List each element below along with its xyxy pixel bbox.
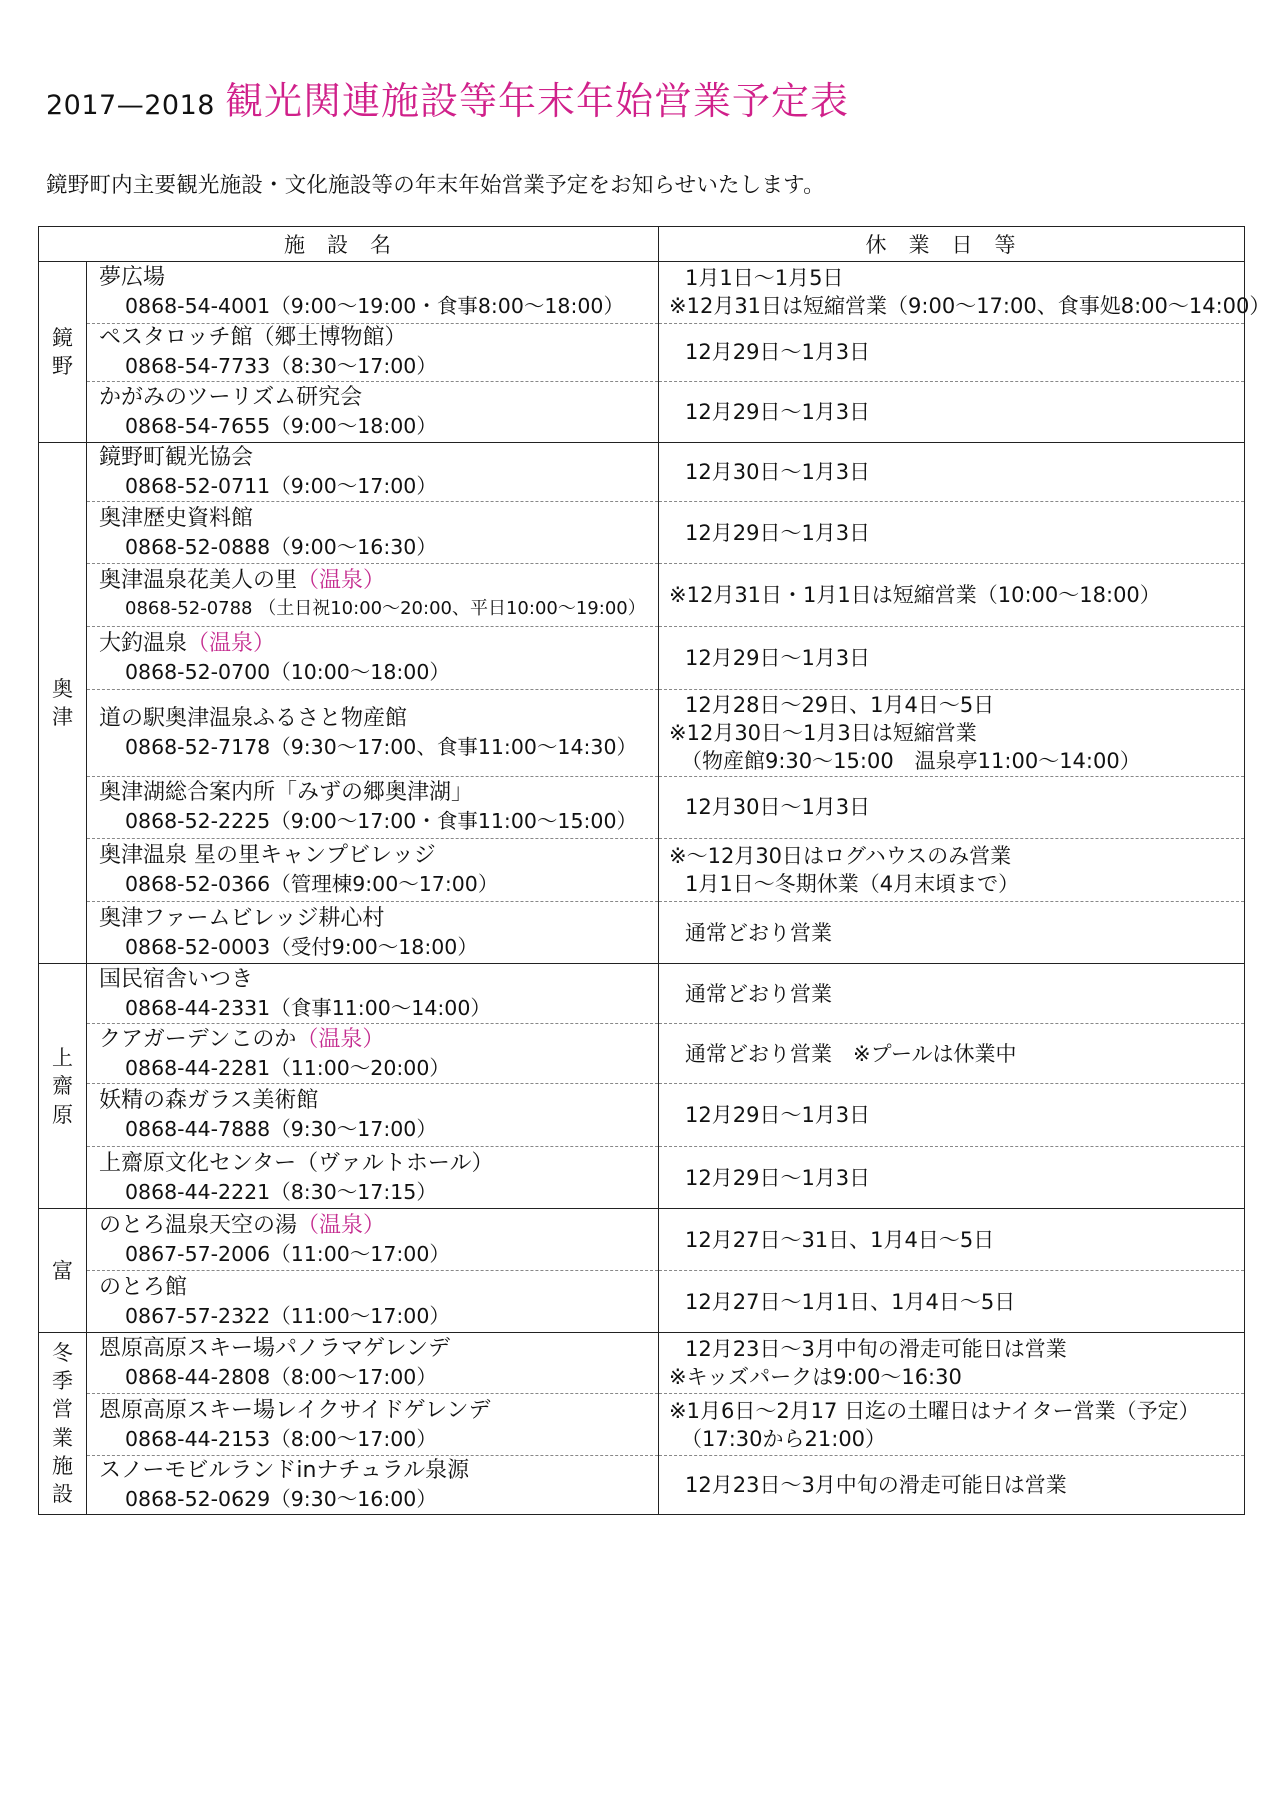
facility-cell [87,627,659,690]
facility-cell [87,1209,659,1271]
closed-cell [659,839,1245,902]
facility-cell [87,1393,659,1456]
facility-phone-hours: 0868-52-0788 （土日祝10:00～20:00、平日10:00～19:00） [125,598,646,620]
title-text: 観光関連施設等年末年始営業予定表 [224,79,849,123]
facility-cell [87,443,659,501]
closed-line: 1月1日～冬期休業（4月末頃まで） [685,872,1020,897]
facility-name-text: クアガーデンこのか [99,1026,297,1052]
schedule-body [39,262,1271,1515]
onsen-tag: （温泉） [297,568,386,594]
facility-name-text: 妖精の森ガラス美術館 [99,1088,319,1114]
schedule-table [38,226,1271,1515]
facility-phone-hours: 0868-44-2153（8:00～17:00） [125,1426,437,1451]
closed-line: 12月29日～1月3日 [685,1165,871,1190]
closed-cell [659,1209,1245,1271]
facility-phone-hours: 0868-52-0366（管理棟9:00～17:00） [125,872,499,897]
closed-line: （17:30から21:00） [681,1426,887,1451]
facility-phone-hours: 0868-54-7655（9:00～18:00） [125,414,437,439]
table-row [39,381,1245,443]
area-name: 富 [52,1258,73,1283]
closed-line: 12月23日～3月中旬の滑走可能日は営業 [685,1337,1067,1362]
area-label [39,443,87,964]
facility-name [99,1274,658,1302]
facility-cell [87,262,659,324]
facility-name-text: スノーモビルランドinナチュラル泉源 [99,1458,470,1484]
facility-name-text: 大釣温泉 [99,630,188,656]
facility-cell [87,564,659,627]
table-header-row [39,227,1245,262]
facility-cell [87,1023,659,1083]
table-row [39,1456,1245,1515]
closed-cell [659,901,1245,964]
facility-name-text: 奥津湖総合案内所「みずの郷奥津湖」 [99,780,474,806]
closed-cell [659,776,1245,839]
area-name: 冬季営業施設 [52,1340,73,1507]
facility-phone-hours: 0868-52-0700（10:00～18:00） [125,659,450,684]
closed-line: 12月29日～1月3日 [685,645,871,670]
facility-phone-hours: 0868-52-0003（受付9:00～18:00） [125,934,478,959]
table-row [39,964,1245,1023]
onsen-tag: （温泉） [297,1212,386,1238]
closed-cell [659,323,1245,381]
closed-line: ※～12月30日はログハウスのみ営業 [669,844,1012,869]
facility-cell [87,689,659,776]
facility-cell [87,1456,659,1515]
title-year: 2017—2018 [46,90,215,121]
facility-cell [87,501,659,564]
facility-name [99,842,658,870]
closed-line: ※1月6日～2月17 日迄の土曜日はナイター営業（予定） [669,1398,1200,1423]
facility-name [99,1087,658,1115]
area-label [39,262,87,443]
closed-cell [659,564,1245,627]
facility-name-text: 奥津歴史資料館 [99,505,254,531]
closed-line: ※12月31日・1月1日は短縮営業（10:00～18:00） [669,583,1161,608]
closed-line: 12月29日～1月3日 [685,400,871,425]
table-row [39,262,1245,324]
facility-phone-hours: 0867-57-2006（11:00～17:00） [125,1241,450,1266]
closed-line: 12月28日～29日、1月4日～5日 [685,692,995,717]
facility-name [99,567,658,595]
closed-cell [659,689,1245,776]
closed-cell [659,627,1245,690]
facility-name [99,384,658,412]
intro-text: 鏡野町内主要観光施設・文化施設等の年末年始営業予定をお知らせいたします。 [46,173,825,198]
facility-name [99,705,658,733]
table-row [39,839,1245,902]
facility-cell [87,776,659,839]
closed-line: ※キッズパークは9:00～16:30 [669,1365,962,1390]
facility-name-text: ペスタロッチ館（郷土博物館） [99,325,407,351]
facility-name-text: 鏡野町観光協会 [99,445,254,471]
facility-name-text: のとろ館 [99,1274,188,1300]
closed-cell [659,262,1271,324]
closed-cell [659,381,1245,443]
table-row [39,1333,1245,1393]
table-row [39,443,1245,501]
facility-cell [87,839,659,902]
facility-name-text: 恩原高原スキー場パノラマゲレンデ [99,1336,451,1362]
table-row [39,1146,1245,1209]
closed-cell [659,1023,1245,1083]
closed-cell [659,1084,1245,1147]
facility-phone-hours: 0868-44-2221（8:30～17:15） [125,1179,437,1204]
area-label [39,964,87,1209]
table-row [39,564,1245,627]
facility-name [99,324,658,352]
table-row [39,901,1245,964]
facility-name [99,630,658,658]
closed-cell [659,1456,1245,1515]
facility-phone-hours: 0868-44-7888（9:30～17:00） [125,1117,437,1142]
facility-name-text: 奥津温泉 星の里キャンプビレッジ [99,843,436,869]
facility-phone-hours: 0868-52-7178（9:30～17:00、食事11:00～14:30） [125,734,637,759]
facility-name-text: のとろ温泉天空の湯 [99,1212,298,1238]
facility-name [99,1026,658,1054]
facility-phone-hours: 0868-54-7733（8:30～17:00） [125,354,437,379]
closed-line: 通常どおり営業 [685,920,832,945]
facility-name [99,779,658,807]
area-name: 上齋原 [52,1045,73,1127]
facility-phone-hours: 0867-57-2322（11:00～17:00） [125,1303,450,1328]
table-row [39,689,1245,776]
facility-name [99,905,658,933]
facility-cell [87,1146,659,1209]
facility-phone-hours: 0868-52-0711（9:00～17:00） [125,474,437,499]
closed-cell [659,964,1245,1023]
closed-cell [659,501,1245,564]
facility-phone-hours: 0868-44-2331（食事11:00～14:00） [125,995,491,1020]
facility-name [99,1212,658,1240]
table-row [39,323,1245,381]
closed-line: 12月30日～1月3日 [685,795,871,820]
onsen-tag: （温泉） [296,1026,385,1052]
area-label [39,1333,87,1515]
header-facility: 施設名 [39,227,659,262]
facility-phone-hours: 0868-44-2808（8:00～17:00） [125,1365,437,1390]
facility-name-text: 国民宿舎いつき [99,966,254,992]
area-name: 奥津 [52,677,73,730]
facility-cell [87,323,659,381]
closed-line: 12月29日～1月3日 [685,1103,871,1128]
table-row [39,776,1245,839]
closed-line: 1月1日～1月5日 [685,266,844,291]
facility-cell [87,1270,659,1333]
closed-line: 通常どおり営業 ※プールは休業中 [685,1041,1017,1066]
table-row [39,1023,1245,1083]
facility-phone-hours: 0868-52-0629（9:30～16:00） [125,1487,437,1512]
facility-phone-hours: 0868-52-2225（9:00～17:00・食事11:00～15:00） [125,809,637,834]
onsen-tag: （温泉） [187,630,276,656]
facility-phone-hours: 0868-52-0888（9:00～16:30） [125,534,437,559]
closed-cell [659,1393,1245,1456]
facility-name-text: 夢広場 [99,265,166,291]
facility-name [99,1457,658,1485]
facility-name-text: 奥津ファームビレッジ耕心村 [99,905,385,931]
closed-line: 12月27日～1月1日、1月4日～5日 [685,1289,1016,1314]
closed-line: 通常どおり営業 [685,981,832,1006]
table-row [39,1393,1245,1456]
facility-name-text: 上齋原文化センター（ヴァルトホール） [99,1150,494,1176]
table-row [39,627,1245,690]
page-title [46,79,849,123]
facility-phone-hours: 0868-44-2281（11:00～20:00） [125,1055,450,1080]
closed-line: 12月29日～1月3日 [685,520,871,545]
closed-cell [659,443,1245,501]
table-row [39,1270,1245,1333]
facility-name [99,1335,658,1363]
facility-name-text: 恩原高原スキー場レイクサイドゲレンデ [99,1397,491,1423]
closed-line: （物産館9:30～15:00 温泉亭11:00～14:00） [681,748,1141,773]
closed-cell [659,1146,1245,1209]
table-row [39,501,1245,564]
facility-name [99,264,658,292]
closed-line: 12月29日～1月3日 [685,340,871,365]
closed-cell [659,1270,1245,1333]
closed-line: 12月30日～1月3日 [685,460,871,485]
closed-cell [659,1333,1245,1393]
facility-name-text: かがみのツーリズム研究会 [99,385,363,411]
area-label [39,1209,87,1333]
facility-name-text: 奥津温泉花美人の里 [99,568,298,594]
facility-cell [87,1084,659,1147]
closed-line: ※12月31日は短縮営業（9:00～17:00、食事処8:00～14:00） [669,294,1271,319]
facility-name [99,505,658,533]
facility-phone-hours: 0868-54-4001（9:00～19:00・食事8:00～18:00） [125,294,624,319]
facility-cell [87,1333,659,1393]
facility-cell [87,964,659,1023]
facility-name [99,966,658,994]
header-closed: 休業日等 [659,227,1245,262]
facility-name [99,1397,658,1425]
facility-name [99,444,658,472]
table-row [39,1084,1245,1147]
closed-line: ※12月30日～1月3日は短縮営業 [669,720,977,745]
closed-line: 12月27日～31日、1月4日～5日 [685,1227,995,1252]
area-name: 鏡野 [52,325,73,379]
facility-name-text: 道の駅奥津温泉ふるさと物産館 [99,705,408,731]
facility-cell [87,381,659,443]
table-row [39,1209,1245,1271]
closed-line: 12月23日～3月中旬の滑走可能日は営業 [685,1473,1067,1498]
facility-cell [87,901,659,964]
facility-name [99,1150,658,1178]
